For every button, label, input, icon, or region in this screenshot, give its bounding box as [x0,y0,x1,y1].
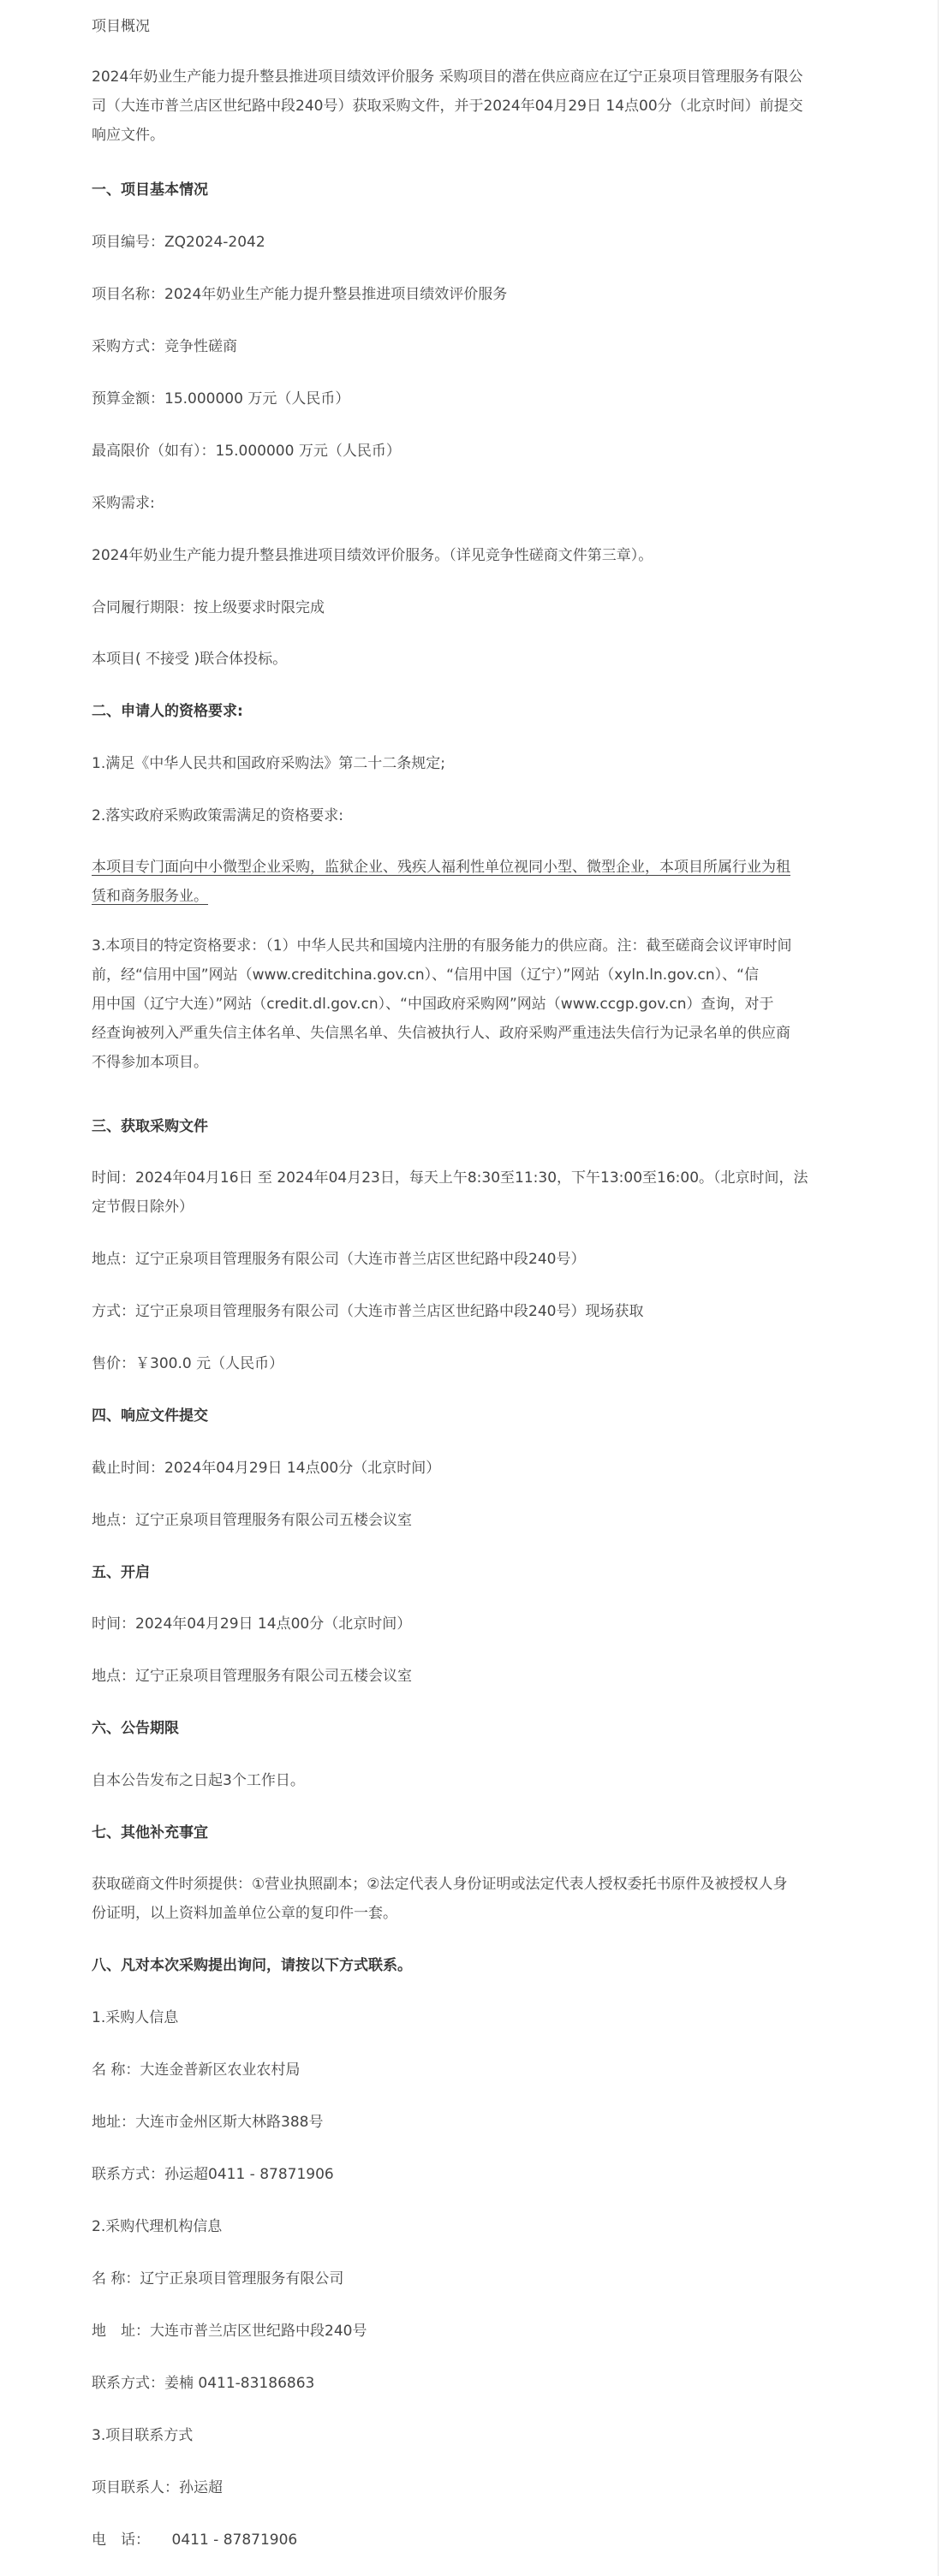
section1-heading: 一、项目基本情况 [92,181,208,199]
max-price: 最高限价（如有）：15.000000 万元（人民币） [92,443,401,460]
opening-time: 时间：2024年04月29日 14点00分（北京时间） [92,1615,412,1633]
purchaser-contact: 联系方式：孙运超0411 - 87871906 [92,2166,334,2183]
sme-policy-text [92,853,845,911]
qualification-item3-line4: 经查询被列入严重失信主体名单、失信黑名单、失信被执行人、政府采购严重违法失信行为记录名单的供应商 [92,1025,790,1042]
contract-period: 合同履行期限：按上级要求时限完成 [92,599,325,616]
document-price: 售价：￥300.0 元（人民币） [92,1355,284,1372]
demand-label: 采购需求: [92,495,155,512]
project-number: 项目编号：ZQ2024-2042 [92,234,265,251]
supplementary-line2: 份证明，以上资料加盖单位公章的复印件一套。 [92,1905,397,1922]
acquisition-place: 地点：辽宁正泉项目管理服务有限公司（大连市普兰店区世纪路中段240号） [92,1251,586,1268]
submission-deadline: 截止时间：2024年04月29日 14点00分（北京时间） [92,1460,441,1477]
budget-amount: 预算金额：15.000000 万元（人民币） [92,390,350,408]
qualification-item2: 2.落实政府采购政策需满足的资格要求: [92,807,343,824]
acquisition-time-line2: 定节假日除外） [92,1199,194,1216]
qualification-item3 [92,931,845,1077]
agency-contact: 联系方式：姜楠 0411-83186863 [92,2375,315,2392]
section6-heading: 六、公告期限 [92,1720,179,1737]
qualification-item3-line3: 用中国（辽宁大连）”网站（credit.dl.gov.cn）、“中国政府采购网”网站（www.ccgp.gov.cn）查询，对于 [92,996,774,1013]
project-contact-person: 项目联系人：孙运超 [92,2479,223,2496]
project-phone: 电 话： 0411 - 87871906 [92,2531,298,2549]
section2-heading: 二、申请人的资格要求: [92,703,243,720]
section7-heading: 七、其他补充事宜 [92,1824,208,1841]
section3-heading: 三、获取采购文件 [92,1118,208,1135]
agency-address: 地 址：大连市普兰店区世纪路中段240号 [92,2323,367,2340]
supplementary-line1: 获取磋商文件时须提供：①营业执照副本；②法定代表人身份证明或法定代表人授权委托书原件及被授权人身 [92,1876,788,1893]
acquisition-way: 方式：辽宁正泉项目管理服务有限公司（大连市普兰店区世纪路中段240号）现场获取 [92,1303,644,1320]
sme-policy-line1: 本项目专门面向中小微型企业采购，监狱企业、残疾人福利性单位视同小型、微型企业，本项目所属行业为租 [92,859,790,876]
agency-info-title: 2.采购代理机构信息 [92,2218,223,2235]
qualification-item3-line1: 3.本项目的特定资格要求：（1）中华人民共和国境内注册的有服务能力的供应商。注：截至磋商会议评审时间 [92,937,792,955]
qualification-item1: 1.满足《中华人民共和国政府采购法》第二十二条规定; [92,755,445,772]
purchaser-address: 地址：大连市金州区斯大林路388号 [92,2114,324,2131]
qualification-item3-line2: 前，经“信用中国”网站（www.creditchina.gov.cn）、“信用中国（辽宁）”网站（xyln.ln.gov.cn）、“信 [92,967,759,984]
agency-name: 名 称：辽宁正泉项目管理服务有限公司 [92,2270,344,2287]
opening-place: 地点：辽宁正泉项目管理服务有限公司五楼会议室 [92,1668,412,1685]
overview-intro [92,62,845,150]
notice-period: 自本公告发布之日起3个工作日。 [92,1772,305,1789]
section8-heading: 八、凡对本次采购提出询问，请按以下方式联系。 [92,1957,412,1974]
consortium-note: 本项目( 不接受 )联合体投标。 [92,651,288,668]
purchaser-name: 名 称：大连金普新区农业农村局 [92,2061,301,2079]
submission-place: 地点：辽宁正泉项目管理服务有限公司五楼会议室 [92,1512,412,1529]
overview-intro-line3: 响应文件。 [92,127,164,144]
acquisition-time-line1: 时间：2024年04月16日 至 2024年04月23日，每天上午8:30至11:30，下午13:00至16:00。（北京时间，法 [92,1169,808,1187]
overview-title: 项目概况 [92,18,150,35]
section5-heading: 五、开启 [92,1564,150,1581]
sme-policy-line2: 赁和商务服务业。 [92,888,208,905]
supplementary-text [92,1870,845,1928]
purchaser-info-title: 1.采购人信息 [92,2009,179,2026]
qualification-item3-line5: 不得参加本项目。 [92,1054,208,1071]
page-right-border [938,0,939,2576]
acquisition-time [92,1163,845,1222]
project-contact-title: 3.项目联系方式 [92,2427,194,2444]
project-name: 项目名称：2024年奶业生产能力提升整县推进项目绩效评价服务 [92,286,508,303]
overview-intro-line2: 司（大连市普兰店区世纪路中段240号）获取采购文件，并于2024年04月29日 14点00分（北京时间）前提交 [92,98,803,115]
procurement-method: 采购方式：竞争性磋商 [92,338,237,355]
section4-heading: 四、响应文件提交 [92,1407,208,1425]
overview-intro-line1: 2024年奶业生产能力提升整县推进项目绩效评价服务 采购项目的潜在供应商应在辽宁正泉项目管理服务有限公 [92,68,803,86]
demand-text: 2024年奶业生产能力提升整县推进项目绩效评价服务。（详见竞争性磋商文件第三章）。 [92,547,653,564]
